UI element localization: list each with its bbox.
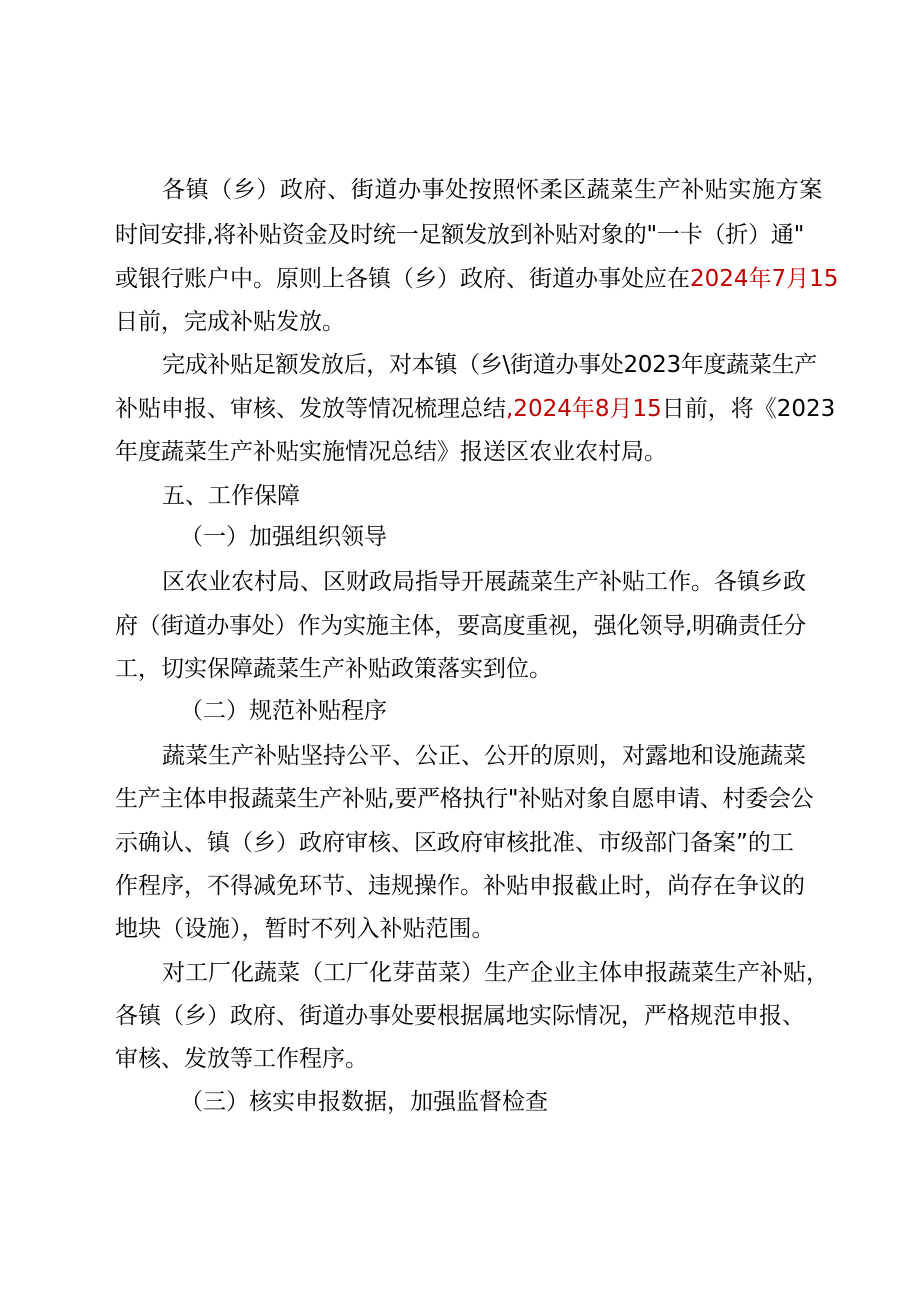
- sub2-p2-line-2: 各镇（乡）政府、街道办事处要根据属地实际情况，严格规范申报、: [115, 1003, 805, 1029]
- sub1-line-2: 府（街道办事处）作为实施主体，要高度重视，强化领导,明确责任分: [115, 613, 807, 639]
- p2-line-3: 年度蔬菜生产补贴实施情况总结》报送区农业农村局。: [115, 439, 667, 465]
- sub-2-heading: （二）规范补贴程序: [180, 698, 387, 724]
- section-5-heading: 五、工作保障: [162, 483, 300, 509]
- sub1-line-3: 工，切实保障蔬菜生产补贴政策落实到位。: [115, 656, 552, 682]
- sub-1-heading: （一）加强组织领导: [180, 524, 387, 550]
- sub2-p1-line-2: 生产主体申报蔬菜生产补贴,要严格执行"补贴对象自愿申请、村委会公: [115, 786, 814, 812]
- sub2-p1-line-4: 作程序，不得减免环节、违规操作。补贴申报截止时，尚存在争议的: [115, 873, 805, 899]
- p1-line-2: 时间安排,将补贴资金及时统一足额发放到补贴对象的"一卡（折）通": [115, 222, 805, 248]
- sub-3-heading: （三）核实申报数据，加强监督检查: [180, 1089, 548, 1115]
- p2-line-2-tail: 日前，将《2023: [661, 396, 836, 422]
- p2-line-2-text: 补贴申报、审核、发放等情况梳理总结: [115, 396, 506, 422]
- payment-deadline-date: 2024年7月15: [690, 266, 839, 292]
- sub2-p2-line-1: 对工厂化蔬菜（工厂化芽苗菜）生产企业主体申报蔬菜生产补贴，: [162, 960, 829, 986]
- sub1-line-1: 区农业农村局、区财政局指导开展蔬菜生产补贴工作。各镇乡政: [162, 569, 806, 595]
- sub2-p1-line-3: 示确认、镇（乡）政府审核、区政府审核批准、市级部门备案”的工: [115, 830, 794, 856]
- p1-line-4: 日前，完成补贴发放。: [115, 309, 345, 335]
- sub2-p2-line-3: 审核、发放等工作程序。: [115, 1046, 368, 1072]
- p1-line-3-text: 或银行账户中。原则上各镇（乡）政府、街道办事处应在: [115, 266, 690, 292]
- p2-line-1: 完成补贴足额发放后，对本镇（乡\街道办事处2023年度蔬菜生产: [162, 352, 817, 378]
- p1-line-3: [115, 264, 838, 294]
- sub2-p1-line-1: 蔬菜生产补贴坚持公平、公正、公开的原则，对露地和设施蔬菜: [162, 743, 806, 769]
- sub2-p1-line-5: 地块（设施），暂时不列入补贴范围。: [115, 916, 495, 942]
- p2-line-2: [115, 394, 835, 424]
- summary-deadline-date: ,2024年8月15: [506, 396, 662, 422]
- p1-line-1: 各镇（乡）政府、街道办事处按照怀柔区蔬菜生产补贴实施方案: [162, 177, 823, 203]
